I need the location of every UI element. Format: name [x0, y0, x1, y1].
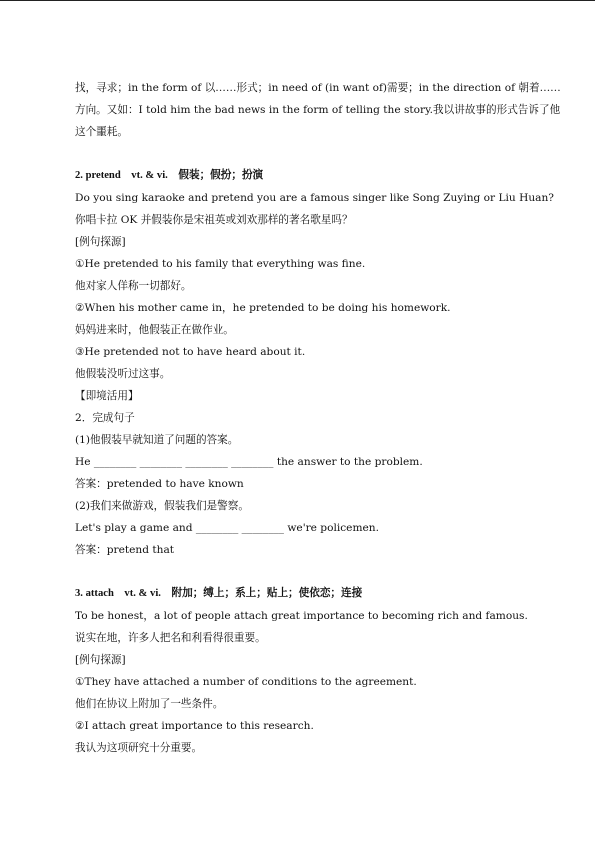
- intro-line: 方向。又如：I told him the bad news in the form of telling the story.我以讲故事的形式告诉了他: [75, 104, 561, 116]
- document-body: [75, 77, 561, 759]
- intro-paragraph: [75, 77, 561, 143]
- section-attach: [75, 583, 555, 759]
- answer: 答案：pretended to have known: [75, 478, 244, 490]
- example-zh: 说实在地，许多人把名和利看得很重要。: [75, 632, 266, 644]
- answer: 答案：pretend that: [75, 544, 175, 556]
- question-zh: (2)我们来做游戏，假装我们是警察。: [75, 500, 249, 512]
- sentence-en: ①He pretended to his family that everything was fine.: [75, 258, 366, 270]
- top-rule: [0, 0, 595, 1]
- question-zh: (1)他假装早就知道了问题的答案。: [75, 434, 239, 446]
- task-title: 2．完成句子: [75, 412, 135, 424]
- practice-label: 【即境活用】: [75, 390, 139, 402]
- sentence-zh: 他对家人佯称一切都好。: [75, 280, 192, 292]
- source-label: [例句探源]: [75, 236, 126, 248]
- sentence-zh: 他们在协议上附加了一些条件。: [75, 698, 224, 710]
- sentence-en: ②When his mother came in，he pretended to be doing his homework.: [75, 302, 451, 314]
- intro-line: 这个噩耗。: [75, 126, 128, 138]
- sentence-zh: 他假装没听过这事。: [75, 368, 171, 380]
- example-zh: 你唱卡拉 OK 并假装你是宋祖英或刘欢那样的著名歌星吗？: [75, 214, 353, 226]
- spacer: [75, 561, 555, 583]
- example-en: Do you sing karaoke and pretend you are a famous singer like Song Zuying or Liu Huan?: [75, 192, 554, 204]
- sentence-zh: 妈妈进来时，他假装正在做作业。: [75, 324, 234, 336]
- sentence-en: ②I attach great importance to this research.: [75, 720, 314, 732]
- sentence-zh: 我认为这项研究十分重要。: [75, 742, 203, 754]
- source-label: [例句探源]: [75, 654, 126, 666]
- question-en: He ________ ________ ________ ________ the answer to the problem.: [75, 456, 423, 468]
- section-pretend: [75, 165, 555, 561]
- section-heading: 3. attach vt. & vi. 附加；缚上；系上；贴上；使依恋；连接: [75, 588, 363, 599]
- sentence-en: ①They have attached a number of conditions to the agreement.: [75, 676, 417, 688]
- spacer: [75, 143, 555, 165]
- section-heading: 2. pretend vt. & vi. 假装；假扮；扮演: [75, 170, 264, 181]
- intro-line: 找，寻求；in the form of 以……形式；in need of (in want of)需要；in the direction of 朝着……: [75, 82, 561, 94]
- example-en: To be honest，a lot of people attach great importance to becoming rich and famous.: [75, 610, 528, 622]
- question-en: Let's play a game and ________ ________ we're policemen.: [75, 522, 379, 534]
- sentence-en: ③He pretended not to have heard about it.: [75, 346, 306, 358]
